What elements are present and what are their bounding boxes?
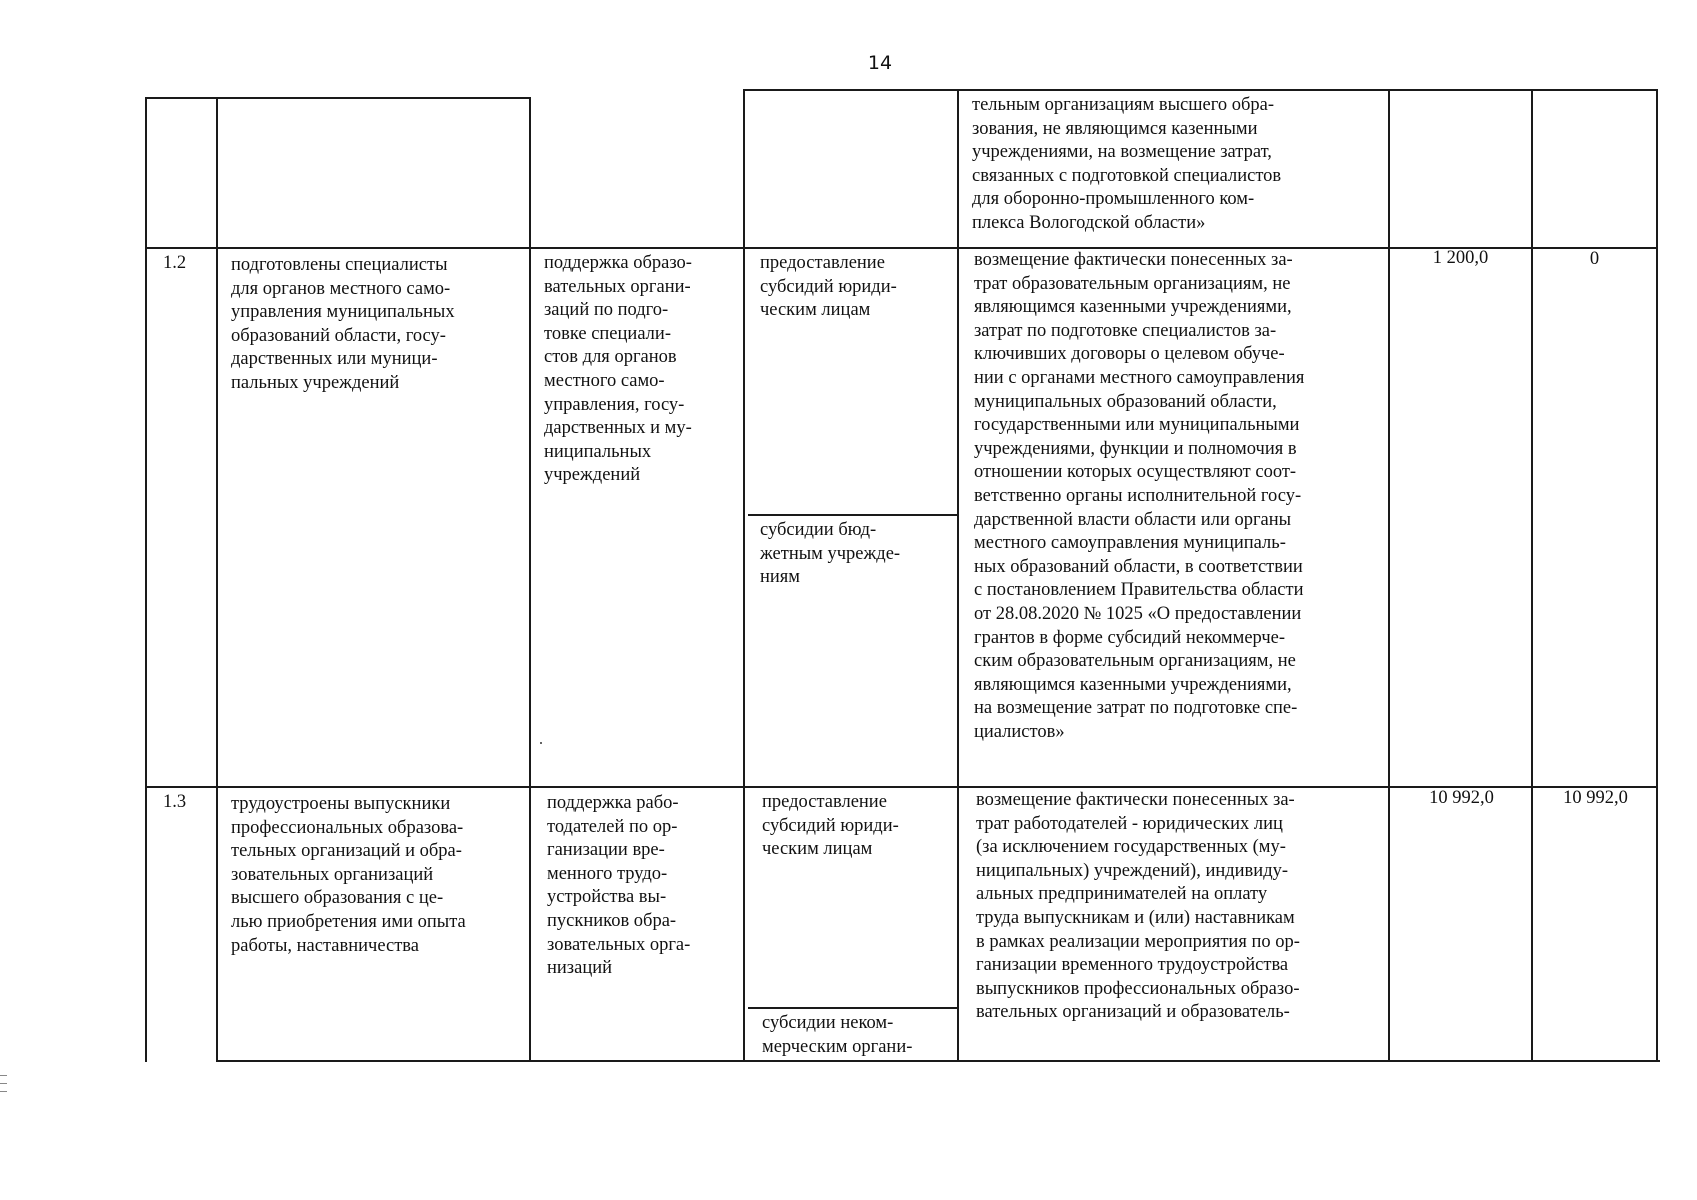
grid-line <box>1531 89 1533 1062</box>
text-line: образований области, госу- <box>231 325 446 346</box>
text-line: профессиональных образова- <box>231 817 464 838</box>
text-line: мерческим органи- <box>762 1036 913 1057</box>
text-line: для органов местного само- <box>231 278 451 299</box>
result-cell <box>231 793 466 958</box>
page-number: 14 <box>867 52 893 74</box>
amount-cell: 0 <box>1589 249 1600 269</box>
amount-cell: 10 992,0 <box>1429 788 1494 808</box>
text-line: ключивших договоры о целевом обуче- <box>974 344 1285 365</box>
text-line: субсидии бюд- <box>760 520 877 540</box>
text-line: местного самоуправления муниципаль- <box>974 533 1286 554</box>
row-number: 1.3 <box>163 792 187 812</box>
description-cell-continuation <box>972 94 1281 236</box>
grid-line <box>1656 89 1658 1062</box>
text-line: подготовлены специалисты <box>231 255 448 275</box>
subsidy-type-cell <box>762 1012 912 1059</box>
text-line: трудоустроены выпускники <box>231 794 451 814</box>
text-line: предоставление <box>762 792 887 812</box>
text-line: вательных организаций и образователь- <box>976 1002 1290 1023</box>
scan-mark <box>0 1083 7 1084</box>
grid-line <box>216 97 218 1062</box>
text-line: зования, не являющимся казенными <box>972 118 1258 139</box>
text-line: зовательных организаций <box>231 864 434 885</box>
text-line: заций по подго- <box>544 300 669 321</box>
measure-cell <box>544 252 692 488</box>
text-line: нии с органами местного самоуправления <box>974 367 1305 388</box>
scan-mark <box>0 1091 7 1092</box>
text-line: субсидий юриди- <box>760 276 897 297</box>
text-line: пускников обра- <box>547 910 677 931</box>
text-line: ческим лицам <box>762 839 873 860</box>
text-line: (за исключением государственных (му- <box>976 837 1286 858</box>
text-line: ганизации вре- <box>547 840 665 861</box>
text-line: управления, госу- <box>544 394 685 415</box>
grid-line <box>145 97 147 1062</box>
text-line: с постановлением Правительства области <box>974 580 1304 601</box>
text-line: дарственной власти области или органы <box>974 509 1292 530</box>
text-line: являющимся казенными учреждениями, <box>974 297 1292 318</box>
text-line: плекса Вологодской области» <box>972 212 1206 233</box>
text-line: государственными или муниципальными <box>974 415 1300 436</box>
text-line: субсидии неком- <box>762 1013 894 1033</box>
text-line: ных образований области, в соответствии <box>974 556 1303 577</box>
description-cell <box>974 249 1304 744</box>
text-line: ческим лицам <box>760 300 871 321</box>
text-line: дарственных и му- <box>544 418 692 439</box>
text-line: работы, наставничества <box>231 935 419 956</box>
text-line: низаций <box>547 958 613 979</box>
grid-line <box>957 89 959 1062</box>
subsidy-type-cell <box>762 791 899 862</box>
amount-cell: 10 992,0 <box>1563 788 1628 808</box>
text-line: трат работодателей - юридических лиц <box>976 813 1283 834</box>
text-line: тельных организаций и обра- <box>231 841 462 862</box>
grid-line <box>529 97 531 1062</box>
grid-line <box>743 89 1656 91</box>
text-line: лью приобретения ими опыта <box>231 911 466 932</box>
text-line: предоставление <box>760 253 885 273</box>
text-line: возмещение фактически понесенных за- <box>974 250 1293 270</box>
text-line: связанных с подготовкой специалистов <box>972 165 1282 186</box>
text-line: ниям <box>760 567 801 588</box>
text-line: учреждениями, функции и полномочия в <box>974 438 1297 459</box>
text-line: затрат по подготовке специалистов за- <box>974 320 1277 341</box>
text-line: альных предпринимателей на оплату <box>976 884 1268 905</box>
grid-line <box>748 514 957 516</box>
text-line: субсидий юриди- <box>762 815 899 836</box>
text-line: трат образовательным организациям, не <box>974 273 1291 294</box>
text-line: тельным организациям высшего обра- <box>972 95 1275 115</box>
result-cell <box>231 254 455 396</box>
text-line: вательных органи- <box>544 276 691 297</box>
text-line: менного трудо- <box>547 863 668 884</box>
text-line: в рамках реализации мероприятия по ор- <box>976 931 1300 952</box>
text-line: муниципальных образований области, <box>974 391 1277 412</box>
text-line: для оборонно-промышленного ком- <box>972 189 1255 210</box>
text-line: на возмещение затрат по подготовке спе- <box>974 698 1298 719</box>
text-line: тодателей по ор- <box>547 816 678 837</box>
text-line: стов для органов <box>544 347 677 368</box>
text-line: устройства вы- <box>547 887 667 908</box>
text-line: управления муниципальных <box>231 302 455 323</box>
text-line: зовательных орга- <box>547 934 691 955</box>
text-line: поддержка образо- <box>544 253 692 273</box>
grid-line <box>743 89 745 1062</box>
text-line: товке специали- <box>544 323 671 344</box>
grid-line <box>145 97 530 99</box>
stray-dot <box>540 742 542 744</box>
grid-line <box>218 1060 1660 1062</box>
text-line: отношении которых осуществляют соот- <box>974 462 1297 483</box>
text-line: ниципальных <box>544 441 652 462</box>
text-line: выпускников профессиональных образо- <box>976 978 1300 999</box>
text-line: от 28.08.2020 № 1025 «О предоставлении <box>974 603 1302 624</box>
grid-line <box>748 1007 958 1009</box>
text-line: труда выпускникам и (или) наставникам <box>976 907 1295 928</box>
measure-cell <box>547 792 690 981</box>
text-line: являющимся казенными учреждениями, <box>974 674 1292 695</box>
text-line: возмещение фактически понесенных за- <box>976 790 1295 810</box>
text-line: жетным учрежде- <box>760 543 901 564</box>
text-line: учреждениями, на возмещение затрат, <box>972 142 1272 163</box>
text-line: ветственно органы исполнительной госу- <box>974 485 1302 506</box>
text-line: ниципальных) учреждений), индивиду- <box>976 860 1289 881</box>
text-line: местного само- <box>544 370 665 391</box>
subsidy-type-cell <box>760 519 900 590</box>
text-line: ским образовательным организациям, не <box>974 651 1296 672</box>
subsidy-type-cell <box>760 252 897 323</box>
text-line: учреждений <box>544 465 641 486</box>
amount-cell: 1 200,0 <box>1432 248 1489 268</box>
text-line: циалистов» <box>974 721 1065 742</box>
row-number: 1.2 <box>163 253 187 273</box>
grid-line <box>1388 89 1390 1062</box>
text-line: дарственных или муници- <box>231 349 438 370</box>
text-line: грантов в форме субсидий некоммерче- <box>974 627 1285 648</box>
text-line: ганизации временного трудоустройства <box>976 955 1289 976</box>
text-line: высшего образования с це- <box>231 888 444 909</box>
scan-mark <box>0 1075 7 1076</box>
text-line: поддержка рабо- <box>547 793 679 813</box>
text-line: пальных учреждений <box>231 372 400 393</box>
description-cell <box>976 789 1300 1025</box>
